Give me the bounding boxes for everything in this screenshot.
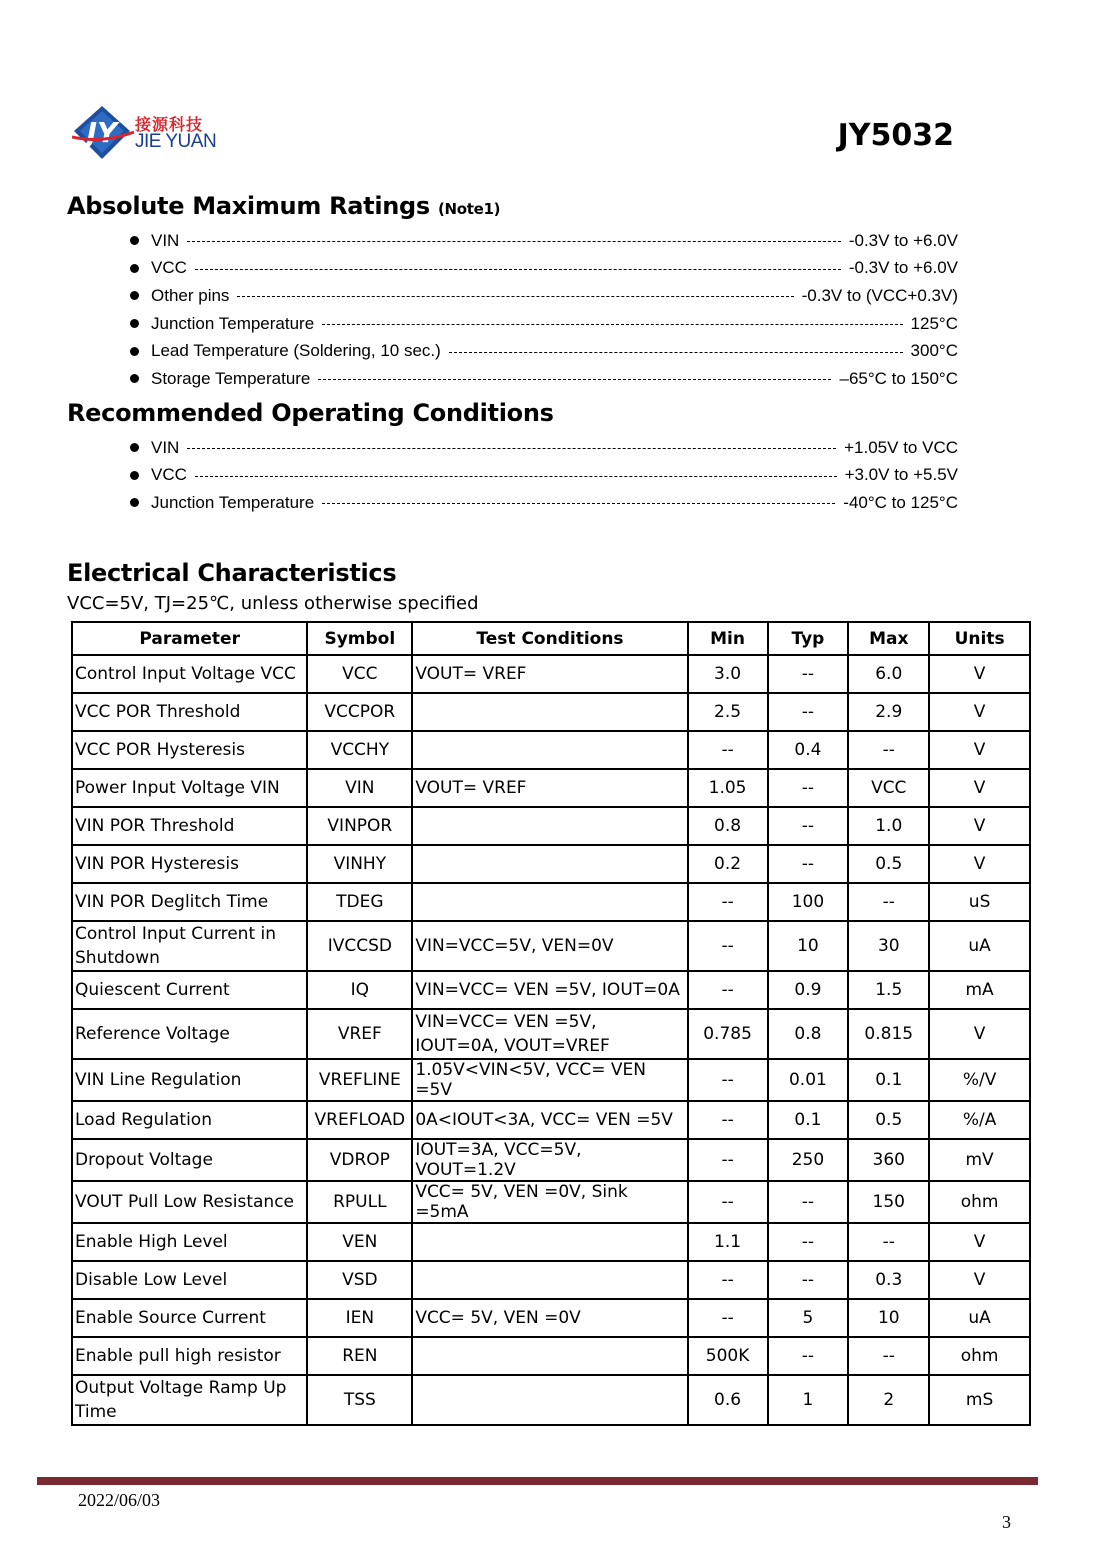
table-row: [72, 1101, 1030, 1139]
table-cell: 0.01: [768, 1059, 849, 1101]
table-cell: VOUT Pull Low Resistance: [72, 1181, 307, 1223]
recommended-list: [130, 434, 958, 517]
table-cell: VIN POR Threshold: [72, 807, 307, 845]
table-cell: VCC POR Hysteresis: [72, 731, 307, 769]
table-row: [72, 1261, 1030, 1299]
table-cell: --: [848, 1223, 929, 1261]
list-item: [130, 462, 958, 490]
table-row: [72, 1375, 1030, 1425]
table-cell: Power Input Voltage VIN: [72, 769, 307, 807]
table-cell: Disable Low Level: [72, 1261, 307, 1299]
leader-dashes: [187, 241, 841, 242]
table-cell: Reference Voltage: [72, 1009, 307, 1059]
logo-english-name: JIE YUAN: [135, 131, 217, 152]
table-row: [72, 807, 1030, 845]
table-cell: 5: [768, 1299, 849, 1337]
table-cell: IOUT=3A, VCC=5V, VOUT=1.2V: [412, 1139, 687, 1181]
table-cell: VIN POR Deglitch Time: [72, 883, 307, 921]
table-cell: 10: [768, 921, 849, 971]
rating-value: +3.0V to +5.5V: [844, 465, 958, 485]
list-item: [130, 489, 958, 517]
recommended-title: Recommended Operating Conditions: [67, 399, 554, 427]
column-header: Symbol: [307, 622, 412, 655]
rating-name: Junction Temperature: [151, 492, 315, 512]
table-cell: 1.0: [848, 807, 929, 845]
table-cell: --: [768, 655, 849, 693]
table-cell: VREF: [307, 1009, 412, 1059]
table-cell: Quiescent Current: [72, 971, 307, 1009]
table-cell: VEN: [307, 1223, 412, 1261]
table-cell: --: [688, 731, 768, 769]
list-item: [130, 434, 958, 462]
electrical-subtitle: VCC=5V, TJ=25℃, unless otherwise specified: [67, 593, 479, 614]
table-cell: VIN Line Regulation: [72, 1059, 307, 1101]
table-row: [72, 1139, 1030, 1181]
note-ref: (Note1): [437, 200, 501, 218]
bullet-icon: [130, 347, 139, 356]
table-cell: 0.815: [848, 1009, 929, 1059]
table-cell: 360: [848, 1139, 929, 1181]
table-cell: Output Voltage Ramp Up Time: [72, 1375, 307, 1425]
rating-name: Lead Temperature (Soldering, 10 sec.): [151, 341, 441, 361]
bullet-icon: [130, 498, 139, 507]
table-cell: 10: [848, 1299, 929, 1337]
table-cell: VIN POR Hysteresis: [72, 845, 307, 883]
table-cell: VIN=VCC= VEN =5V, IOUT=0A: [412, 971, 687, 1009]
table-cell: V: [929, 693, 1030, 731]
table-cell: RPULL: [307, 1181, 412, 1223]
rating-value: +1.05V to VCC: [844, 437, 958, 457]
table-cell: IQ: [307, 971, 412, 1009]
table-cell: 0.1: [848, 1059, 929, 1101]
part-number: JY5032: [837, 118, 954, 153]
rating-name: VCC: [151, 465, 187, 485]
absolute-max-list: [130, 227, 958, 393]
table-cell: V: [929, 769, 1030, 807]
table-cell: VCC= 5V, VEN =0V: [412, 1299, 687, 1337]
table-cell: VSD: [307, 1261, 412, 1299]
table-cell: V: [929, 1261, 1030, 1299]
table-cell: VCCHY: [307, 731, 412, 769]
table-cell: --: [688, 1181, 768, 1223]
bullet-icon: [130, 443, 139, 452]
table-cell: --: [848, 731, 929, 769]
table-cell: V: [929, 655, 1030, 693]
table-cell: uS: [929, 883, 1030, 921]
table-cell: VOUT= VREF: [412, 769, 687, 807]
table-cell: 0.2: [688, 845, 768, 883]
list-item: [130, 282, 958, 310]
table-cell: V: [929, 845, 1030, 883]
table-cell: VINPOR: [307, 807, 412, 845]
table-row: [72, 845, 1030, 883]
table-cell: 1: [768, 1375, 849, 1425]
column-header: Min: [688, 622, 768, 655]
table-cell: 2: [848, 1375, 929, 1425]
table-cell: Load Regulation: [72, 1101, 307, 1139]
table-row: [72, 1299, 1030, 1337]
table-cell: 30: [848, 921, 929, 971]
table-cell: 3.0: [688, 655, 768, 693]
table-cell: 6.0: [848, 655, 929, 693]
table-cell: VOUT= VREF: [412, 655, 687, 693]
table-cell: 0A<IOUT<3A, VCC= VEN =5V: [412, 1101, 687, 1139]
rating-value: 125°C: [910, 313, 958, 333]
table-cell: VCCPOR: [307, 693, 412, 731]
table-cell: [412, 693, 687, 731]
table-cell: 1.1: [688, 1223, 768, 1261]
table-cell: [412, 1223, 687, 1261]
rating-value: -0.3V to +6.0V: [848, 258, 958, 278]
table-row: [72, 731, 1030, 769]
table-cell: --: [768, 693, 849, 731]
column-header: Parameter: [72, 622, 307, 655]
table-cell: uA: [929, 1299, 1030, 1337]
page-number: 3: [1002, 1512, 1011, 1532]
table-cell: VCC POR Threshold: [72, 693, 307, 731]
table-cell: mS: [929, 1375, 1030, 1425]
leader-dashes: [449, 352, 903, 353]
logo-chinese-name: 接源科技: [135, 115, 204, 134]
table-row: [72, 1181, 1030, 1223]
footer-date: 2022/06/03: [78, 1490, 161, 1510]
rating-value: 300°C: [910, 341, 958, 361]
bullet-icon: [130, 319, 139, 328]
footer-divider: [37, 1477, 1038, 1485]
leader-dashes: [195, 476, 837, 477]
table-cell: --: [688, 1101, 768, 1139]
list-item: [130, 227, 958, 255]
table-cell: uA: [929, 921, 1030, 971]
rating-name: VIN: [151, 230, 180, 250]
table-cell: 1.05: [688, 769, 768, 807]
table-row: [72, 1059, 1030, 1101]
column-header: Max: [848, 622, 929, 655]
table-cell: --: [768, 1181, 849, 1223]
table-row: [72, 883, 1030, 921]
table-cell: IVCCSD: [307, 921, 412, 971]
table-cell: --: [768, 1223, 849, 1261]
table-cell: 0.3: [848, 1261, 929, 1299]
list-item: [130, 337, 958, 365]
table-cell: --: [768, 1337, 849, 1375]
table-cell: 0.5: [848, 1101, 929, 1139]
table-cell: [412, 1261, 687, 1299]
table-cell: --: [688, 921, 768, 971]
table-cell: VREFLINE: [307, 1059, 412, 1101]
table-cell: %/V: [929, 1059, 1030, 1101]
table-row: [72, 1223, 1030, 1261]
absolute-max-title: [67, 192, 500, 220]
table-cell: Control Input Current in Shutdown: [72, 921, 307, 971]
table-cell: --: [688, 1261, 768, 1299]
table-cell: VCC: [307, 655, 412, 693]
table-cell: VIN=VCC= VEN =5V, IOUT=0A, VOUT=VREF: [412, 1009, 687, 1059]
table-cell: 0.785: [688, 1009, 768, 1059]
electrical-title: Electrical Characteristics: [67, 559, 397, 587]
table-cell: 500K: [688, 1337, 768, 1375]
absolute-max-title-text: Absolute Maximum Ratings: [67, 192, 430, 220]
svg-text:JY: JY: [86, 116, 118, 149]
table-cell: [412, 883, 687, 921]
table-cell: --: [768, 807, 849, 845]
table-cell: --: [688, 1059, 768, 1101]
table-cell: Dropout Voltage: [72, 1139, 307, 1181]
bullet-icon: [130, 236, 139, 245]
table-cell: Enable pull high resistor: [72, 1337, 307, 1375]
table-cell: ohm: [929, 1337, 1030, 1375]
table-cell: 2.5: [688, 693, 768, 731]
column-header: Units: [929, 622, 1030, 655]
table-cell: --: [768, 769, 849, 807]
table-cell: V: [929, 807, 1030, 845]
table-cell: 0.8: [688, 807, 768, 845]
electrical-table: [71, 621, 1031, 1426]
table-row: [72, 971, 1030, 1009]
list-item: [130, 255, 958, 283]
table-cell: VIN: [307, 769, 412, 807]
leader-dashes: [322, 503, 835, 504]
electrical-table-body: [72, 655, 1030, 1425]
leader-dashes: [195, 269, 841, 270]
table-cell: 0.5: [848, 845, 929, 883]
table-cell: TSS: [307, 1375, 412, 1425]
table-cell: VINHY: [307, 845, 412, 883]
list-item: [130, 365, 958, 393]
table-cell: --: [848, 883, 929, 921]
table-cell: 1.5: [848, 971, 929, 1009]
table-row: [72, 655, 1030, 693]
rating-name: Other pins: [151, 285, 230, 305]
table-cell: 250: [768, 1139, 849, 1181]
rating-value: -0.3V to (VCC+0.3V): [801, 285, 958, 305]
table-cell: --: [768, 1261, 849, 1299]
table-cell: --: [688, 1299, 768, 1337]
table-cell: V: [929, 1009, 1030, 1059]
table-cell: --: [688, 1139, 768, 1181]
table-cell: --: [848, 1337, 929, 1375]
table-row: [72, 693, 1030, 731]
table-cell: VDROP: [307, 1139, 412, 1181]
table-cell: --: [688, 971, 768, 1009]
table-cell: Control Input Voltage VCC: [72, 655, 307, 693]
table-cell: [412, 731, 687, 769]
table-row: [72, 921, 1030, 971]
table-cell: 0.8: [768, 1009, 849, 1059]
table-cell: REN: [307, 1337, 412, 1375]
table-cell: VIN=VCC=5V, VEN=0V: [412, 921, 687, 971]
table-cell: 0.4: [768, 731, 849, 769]
bullet-icon: [130, 374, 139, 383]
table-header-row: [72, 622, 1030, 655]
table-cell: 100: [768, 883, 849, 921]
table-cell: V: [929, 1223, 1030, 1261]
leader-dashes: [318, 379, 831, 380]
rating-name: VCC: [151, 258, 187, 278]
table-cell: [412, 807, 687, 845]
table-cell: %/A: [929, 1101, 1030, 1139]
table-cell: Enable High Level: [72, 1223, 307, 1261]
bullet-icon: [130, 264, 139, 273]
bullet-icon: [130, 291, 139, 300]
column-header: Typ: [768, 622, 849, 655]
table-cell: 1.05V<VIN<5V, VCC= VEN =5V: [412, 1059, 687, 1101]
rating-name: Junction Temperature: [151, 313, 315, 333]
table-cell: [412, 1375, 687, 1425]
leader-dashes: [237, 296, 793, 297]
table-cell: 0.6: [688, 1375, 768, 1425]
table-row: [72, 769, 1030, 807]
table-cell: VCC: [848, 769, 929, 807]
bullet-icon: [130, 471, 139, 480]
table-cell: 0.9: [768, 971, 849, 1009]
table-row: [72, 1337, 1030, 1375]
table-cell: [412, 845, 687, 883]
table-cell: --: [768, 845, 849, 883]
table-cell: --: [688, 883, 768, 921]
list-item: [130, 310, 958, 338]
table-cell: VCC= 5V, VEN =0V, Sink =5mA: [412, 1181, 687, 1223]
rating-name: VIN: [151, 437, 180, 457]
table-cell: 0.1: [768, 1101, 849, 1139]
table-cell: Enable Source Current: [72, 1299, 307, 1337]
table-cell: [412, 1337, 687, 1375]
leader-dashes: [322, 324, 902, 325]
rating-value: -40°C to 125°C: [843, 492, 958, 512]
table-cell: 150: [848, 1181, 929, 1223]
column-header: Test Conditions: [412, 622, 687, 655]
table-cell: mV: [929, 1139, 1030, 1181]
rating-value: –65°C to 150°C: [839, 368, 958, 388]
table-cell: ohm: [929, 1181, 1030, 1223]
table-cell: VREFLOAD: [307, 1101, 412, 1139]
leader-dashes: [187, 448, 836, 449]
table-row: [72, 1009, 1030, 1059]
table-cell: IEN: [307, 1299, 412, 1337]
table-cell: 2.9: [848, 693, 929, 731]
table-cell: V: [929, 731, 1030, 769]
table-cell: mA: [929, 971, 1030, 1009]
table-cell: TDEG: [307, 883, 412, 921]
rating-value: -0.3V to +6.0V: [848, 230, 958, 250]
rating-name: Storage Temperature: [151, 368, 311, 388]
